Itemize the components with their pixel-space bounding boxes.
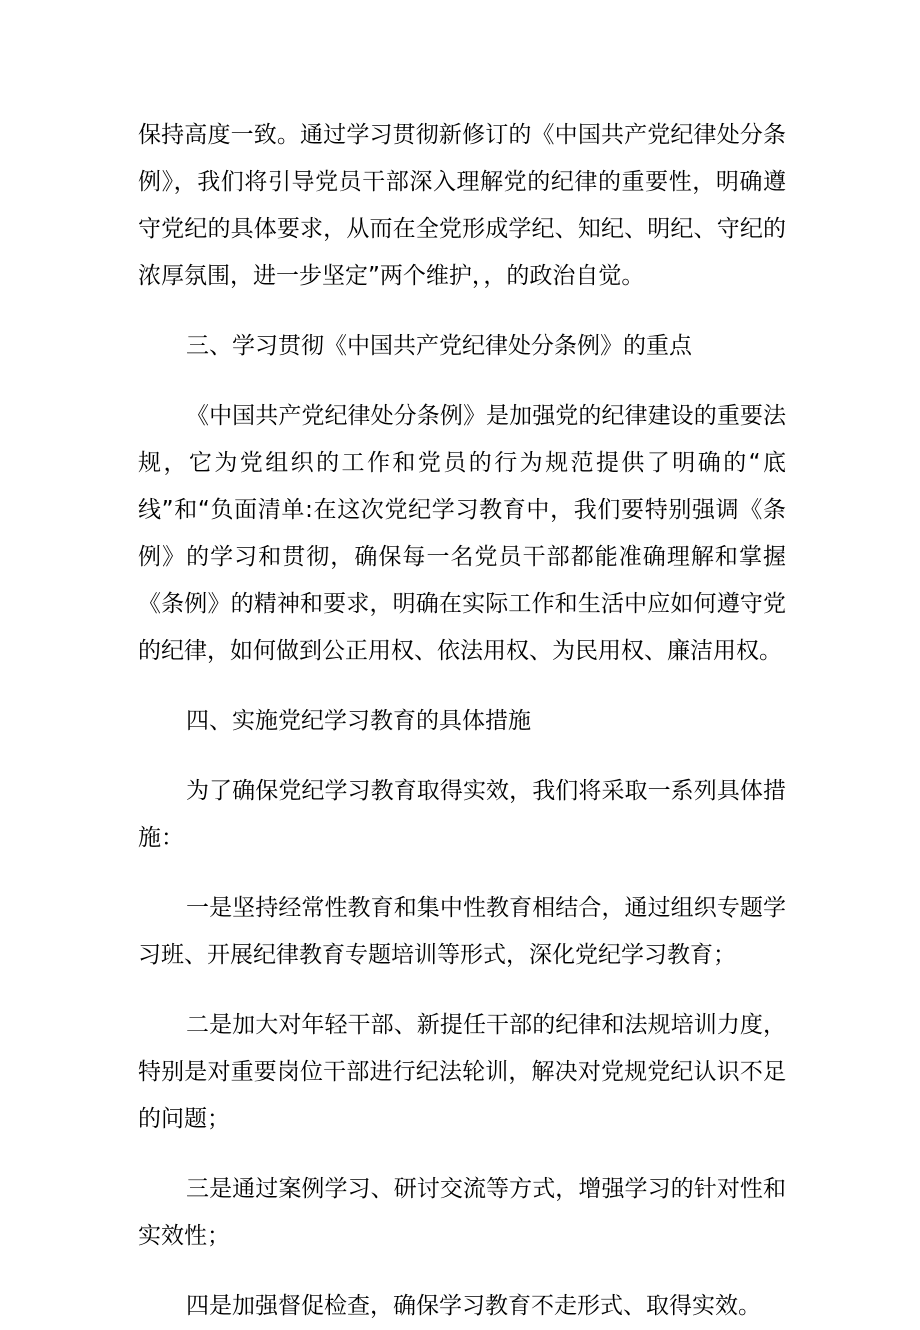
- section-heading-4: 四、实施党纪学习教育的具体措施: [186, 708, 531, 734]
- paragraph-measure-2: 二是加大对年轻干部、新提任干部的纪律和法规培训力度，特别是对重要岗位干部进行纪法轮训，解决对党规党纪认识不足的问题；: [138, 1012, 786, 1132]
- paragraph-regulation-focus: 《中国共产党纪律处分条例》是加强党的纪律建设的重要法规，它为党组织的工作和党员的行为规范提供了明确的“底线”和“负面清单:在这次党纪学习教育中，我们要特别强调《条例》的学习和贯彻，确保每一名党员干部都能准确理解和掌握《条例》的精神和要求，明确在实际工作和生活中应如何遵守党的纪律，如何做到公正用权、依法用权、为民用权、廉洁用权。: [138, 403, 786, 664]
- paragraph-measure-4: 四是加强督促检查，确保学习教育不走形式、取得实效。: [186, 1293, 761, 1319]
- paragraph-measure-3: 三是通过案例学习、研讨交流等方式，增强学习的针对性和实效性；: [138, 1176, 786, 1249]
- document-body: [138, 112, 786, 1330]
- paragraph-measures-intro: 为了确保党纪学习教育取得实效，我们将采取一系列具体措施：: [138, 778, 786, 851]
- section-heading-3: 三、学习贯彻《中国共产党纪律处分条例》的重点: [186, 333, 692, 359]
- paragraph-measure-1: 一是坚持经常性教育和集中性教育相结合，通过组织专题学习班、开展纪律教育专题培训等形式，深化党纪学习教育；: [138, 895, 786, 968]
- paragraph-continuation: 保持高度一致。通过学习贯彻新修订的《中国共产党纪律处分条例》，我们将引导党员干部深入理解党的纪律的重要性，明确遵守党纪的具体要求，从而在全党形成学纪、知纪、明纪、守纪的浓厚氛围，进一步坚定”两个维护，，的政治自觉。: [138, 122, 786, 289]
